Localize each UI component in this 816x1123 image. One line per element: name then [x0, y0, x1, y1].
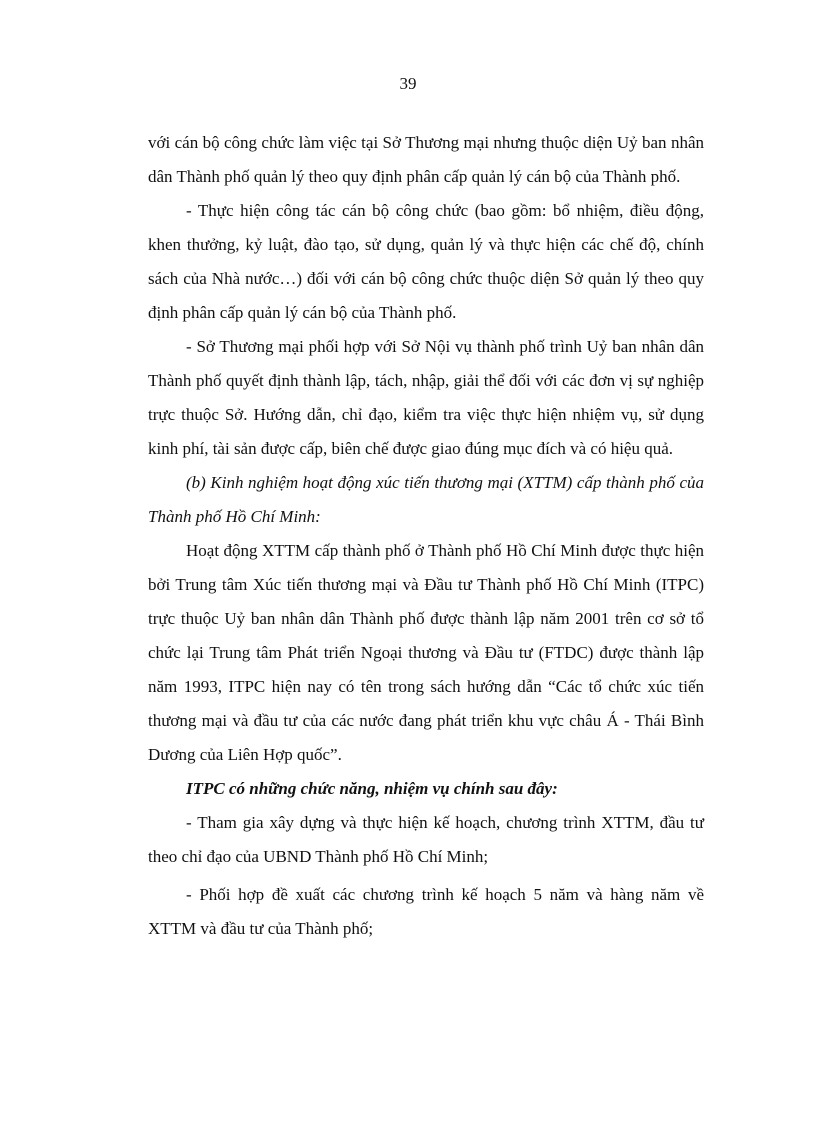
paragraph-itpc-intro: Hoạt động XTTM cấp thành phố ở Thành phố Hồ Chí Minh được thực hiện bởi Trung tâm Xúc tiến thương mại và Đầu tư Thành phố Hồ Chí Minh (ITPC) trực thuộc Uỷ ban nhân dân Thành phố được thành lập năm 2001 trên cơ sở tổ chức lại Trung tâm Phát triển Ngoại thương và Đầu tư (FTDC) được thành lập năm 1993, ITPC hiện nay có tên trong sách hướng dẫn “Các tổ chức xúc tiến thương mại và đầu tư của các nước đang phát triển khu vực châu Á - Thái Bình Dương của Liên Hợp quốc”.	[148, 541, 704, 764]
paragraph-staff-work: - Thực hiện công tác cán bộ công chức (bao gồm: bổ nhiệm, điều động, khen thưởng, kỷ luật, đào tạo, sử dụng, quản lý và thực hiện các chế độ, chính sách của Nhà nước…) đối với cán bộ công chức thuộc diện Sở quản lý theo quy định phân cấp quản lý cán bộ của Thành phố.	[148, 201, 704, 322]
list-item-function-2: - Phối hợp đề xuất các chương trình kế hoạch 5 năm và hàng năm về XTTM và đầu tư của Thành phố;	[148, 885, 704, 938]
document-body	[148, 126, 704, 946]
paragraph-coordination: - Sở Thương mại phối hợp với Sở Nội vụ thành phố trình Uỷ ban nhân dân Thành phố quyết định thành lập, tách, nhập, giải thể đối với các đơn vị sự nghiệp trực thuộc Sở. Hướng dẫn, chỉ đạo, kiểm tra việc thực hiện nhiệm vụ, sử dụng kinh phí, tài sản được cấp, biên chế được giao đúng mục đích và có hiệu quả.	[148, 337, 704, 458]
section-heading-itpc-functions: ITPC có những chức năng, nhiệm vụ chính sau đây:	[186, 779, 558, 798]
list-item-function-1: - Tham gia xây dựng và thực hiện kế hoạch, chương trình XTTM, đầu tư theo chỉ đạo của UBND Thành phố Hồ Chí Minh;	[148, 813, 704, 866]
page-number: 39	[399, 74, 417, 93]
section-heading-hcmc-experience: (b) Kinh nghiệm hoạt động xúc tiến thương mại (XTTM) cấp thành phố của Thành phố Hồ Chí Minh:	[148, 473, 704, 526]
paragraph-continuation: với cán bộ công chức làm việc tại Sở Thương mại nhưng thuộc diện Uỷ ban nhân dân Thành phố quản lý theo quy định phân cấp quản lý cán bộ của Thành phố.	[148, 133, 704, 186]
